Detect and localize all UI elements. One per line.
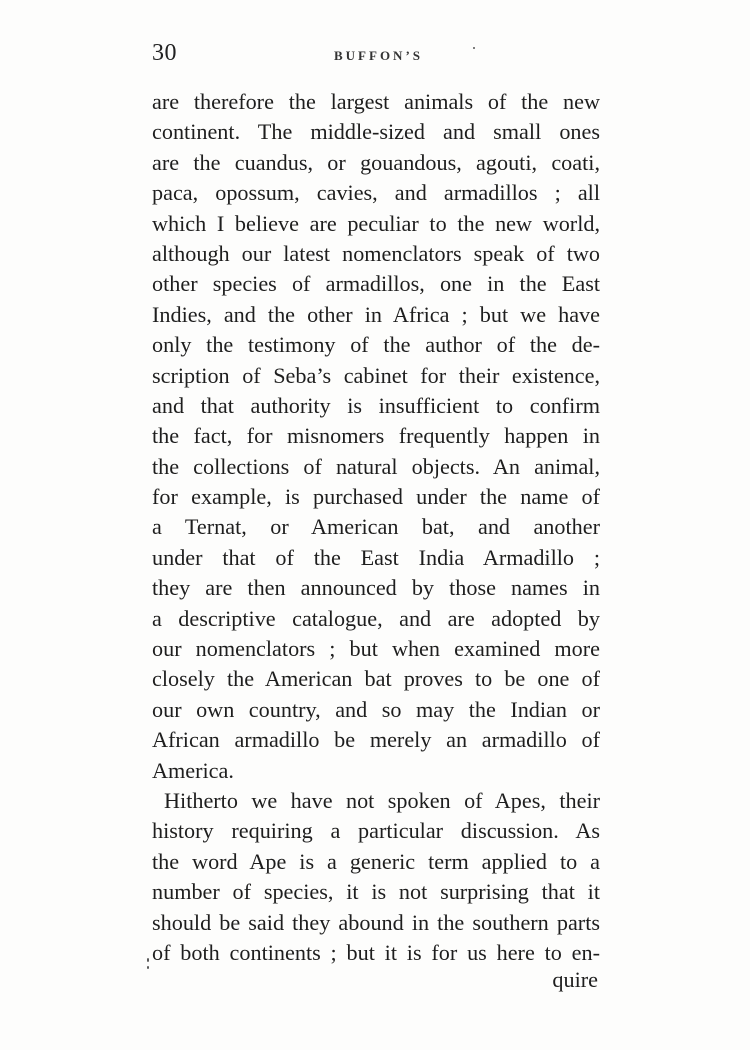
text-line: our own country, and so may the Indian or — [152, 696, 600, 722]
text-line: are therefore the largest animals of the new — [152, 89, 600, 114]
paragraph-start-line: Hitherto we have not spoken of Apes, their — [164, 787, 600, 813]
text-line: of both continents ; but it is for us here to en- — [152, 939, 600, 965]
text-line: they are then announced by those names in — [152, 575, 600, 601]
text-line: African armadillo be merely an armadillo of — [152, 727, 600, 753]
text-line: Indies, and the other in Africa ; but we have — [152, 301, 600, 327]
text-line: paca, opossum, cavies, and armadillos ; all — [152, 180, 600, 206]
text-line: the fact, for misnomers frequently happen in — [152, 423, 600, 449]
text-line: closely the American bat proves to be one of — [152, 666, 600, 692]
text-line: which I believe are peculiar to the new world, — [152, 210, 600, 236]
text-line: should be said they abound in the southern parts — [152, 909, 600, 935]
text-line: other species of armadillos, one in the East — [152, 271, 600, 297]
page-header — [152, 40, 602, 70]
text-line: a Ternat, or American bat, and another — [152, 514, 600, 540]
running-head: BUFFON’S — [334, 48, 423, 63]
page-number: 30 — [152, 40, 177, 66]
text-line: for example, is purchased under the name of — [152, 484, 600, 510]
text-line: history requiring a particular discussion. As — [152, 818, 600, 844]
text-line: a descriptive catalogue, and are adopted by — [152, 605, 600, 631]
text-line: number of species, it is not surprising that it — [152, 879, 600, 905]
ink-speck — [473, 47, 475, 49]
text-line: continent. The middle-sized and small ones — [152, 119, 600, 145]
ink-speck — [147, 966, 149, 969]
paragraph-end-line: America. — [152, 757, 234, 783]
catchword: quire — [552, 967, 598, 992]
text-line: the collections of natural objects. An animal, — [152, 453, 600, 479]
text-line: our nomenclators ; but when examined more — [152, 636, 600, 662]
text-line: scription of Seba’s cabinet for their existence, — [152, 362, 600, 388]
text-line: although our latest nomenclators speak of two — [152, 240, 600, 266]
text-line: under that of the East India Armadillo ; — [152, 544, 600, 570]
text-line: only the testimony of the author of the de- — [152, 332, 600, 358]
text-line: and that authority is insufficient to confirm — [152, 392, 600, 418]
text-line: the word Ape is a generic term applied to a — [152, 848, 600, 874]
body-text — [152, 87, 600, 968]
ink-speck — [147, 958, 149, 962]
text-line: are the cuandus, or gouandous, agouti, coati, — [152, 149, 600, 175]
